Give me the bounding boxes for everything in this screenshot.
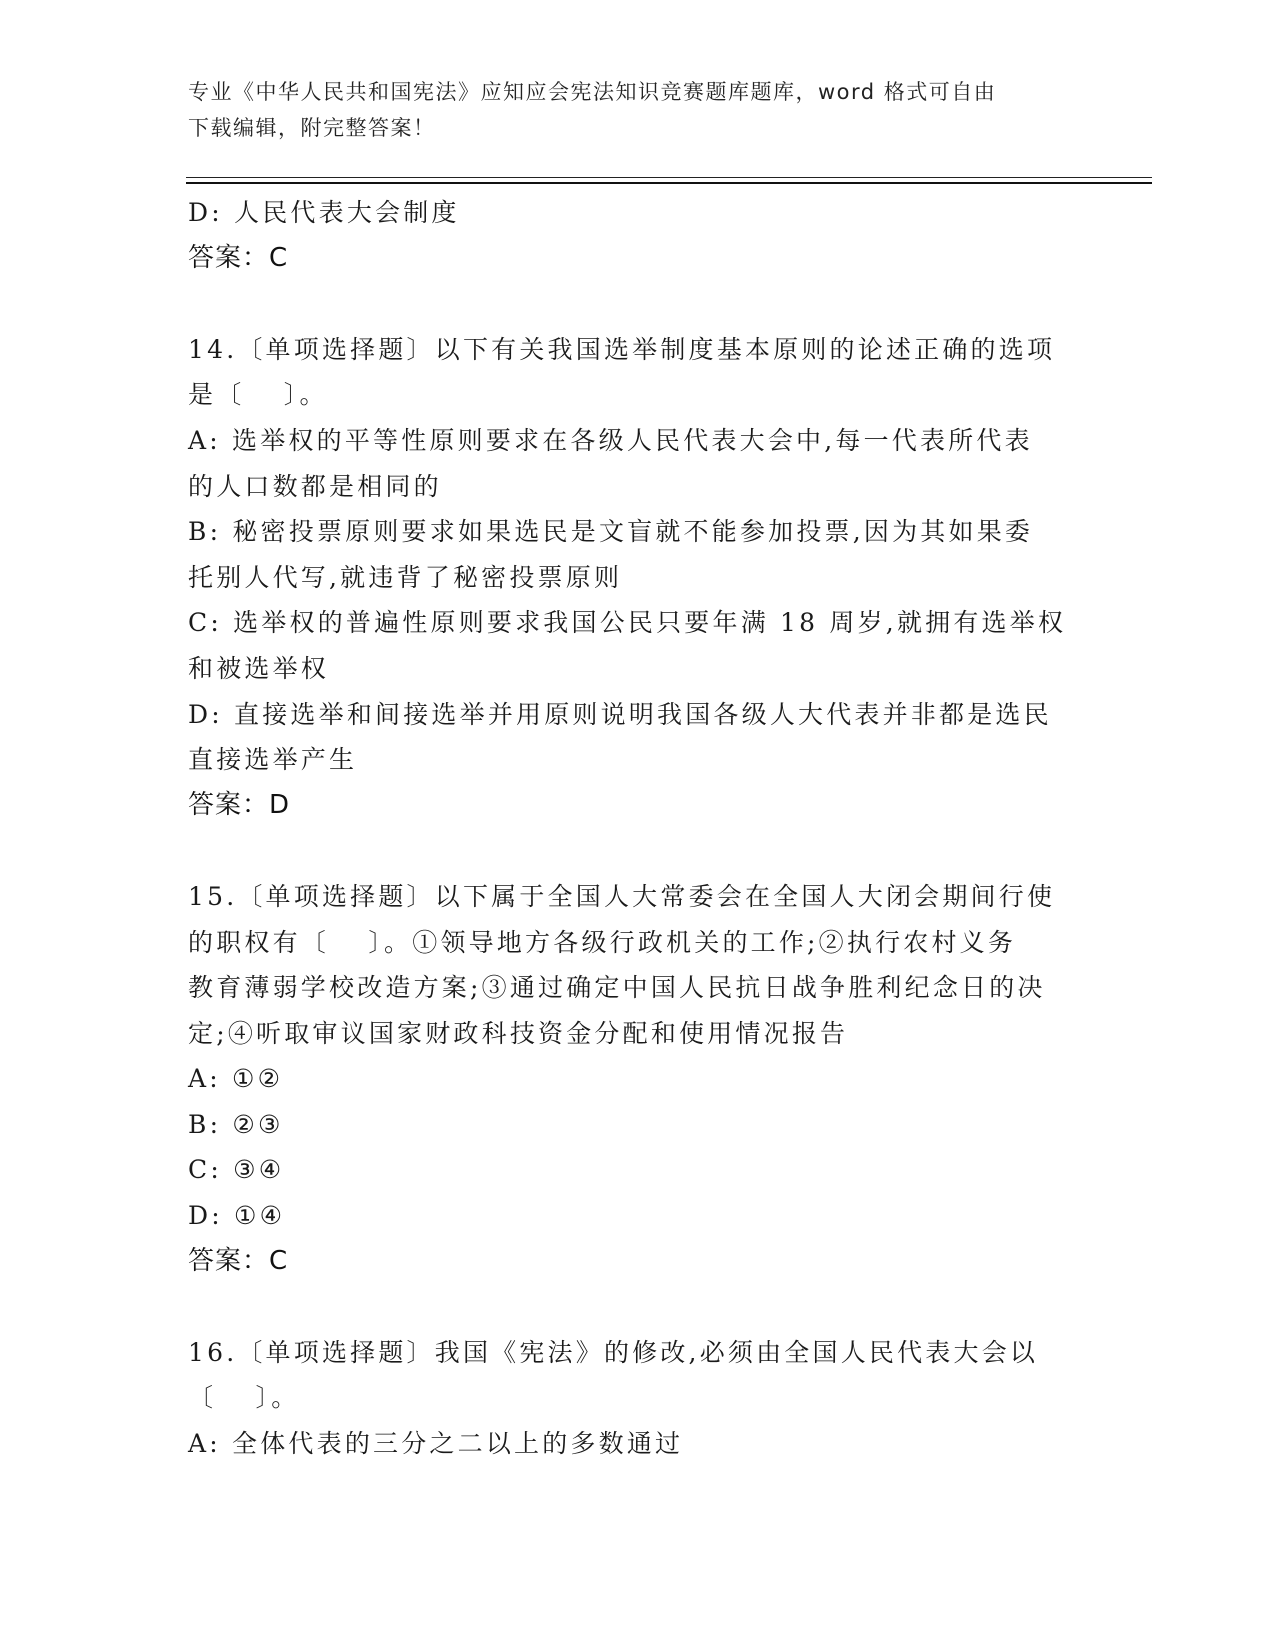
q14-option-d-line-1: D: 直接选举和间接选举并用原则说明我国各级人大代表并非都是选民 [188, 699, 1052, 729]
q15-stem-line-4: 定;④听取审议国家财政科技资金分配和使用情况报告 [188, 1018, 849, 1048]
q14-stem-line-1: 14.〔单项选择题〕以下有关我国选举制度基本原则的论述正确的选项 [188, 334, 1056, 364]
q14-option-a-line-1: A: 选举权的平等性原则要求在各级人民代表大会中,每一代表所代表 [188, 425, 1033, 455]
q16-stem-line-2: 〔 〕。 [188, 1383, 300, 1413]
q14-option-c-line-2: 和被选举权 [188, 653, 330, 683]
header-line-1: 专业《中华人民共和国宪法》应知应会宪法知识竞赛题库题库，word 格式可自由 [188, 80, 997, 104]
q14-option-b-line-2: 托别人代写,就违背了秘密投票原则 [188, 562, 623, 592]
q13-answer: 答案：C [188, 242, 289, 273]
header-rule-thin [186, 177, 1152, 178]
q15-stem-line-2: 的职权有〔 〕。①领导地方各级行政机关的工作;②执行农村义务 [188, 927, 1017, 957]
q16-option-a: A: 全体代表的三分之二以上的多数通过 [188, 1429, 684, 1459]
question-16 [188, 1330, 1088, 1467]
q15-option-d: D: ①④ [188, 1201, 286, 1231]
header-line-2: 下载编辑，附完整答案！ [188, 116, 436, 140]
spacer [188, 281, 1088, 327]
question-13-tail [188, 190, 1088, 281]
q15-option-b: B: ②③ [188, 1109, 284, 1139]
q14-option-a-line-2: 的人口数都是相同的 [188, 471, 442, 501]
q14-stem-line-2: 是〔 〕。 [188, 380, 328, 410]
q15-stem-line-1: 15.〔单项选择题〕以下属于全国人大常委会在全国人大闭会期间行使 [188, 881, 1056, 911]
q13-option-d: D: 人民代表大会制度 [188, 198, 460, 227]
q15-answer: 答案：C [188, 1245, 289, 1276]
header-rule-thick [186, 182, 1152, 184]
q14-option-c-line-1: C: 选举权的普遍性原则要求我国公民只要年满 18 周岁,就拥有选举权 [188, 608, 1067, 638]
question-15 [188, 874, 1088, 1284]
spacer [188, 828, 1088, 874]
q14-answer: 答案：D [188, 789, 291, 820]
question-14 [188, 327, 1088, 829]
q14-option-b-line-1: B: 秘密投票原则要求如果选民是文盲就不能参加投票,因为其如果委 [188, 517, 1034, 547]
document-header [188, 74, 1068, 146]
question-list [188, 190, 1088, 1467]
q16-stem-line-1: 16.〔单项选择题〕我国《宪法》的修改,必须由全国人民代表大会以 [188, 1337, 1039, 1367]
spacer [188, 1284, 1088, 1330]
q15-stem-line-3: 教育薄弱学校改造方案;③通过确定中国人民抗日战争胜利纪念日的决 [188, 973, 1046, 1003]
q15-option-c: C: ③④ [188, 1155, 285, 1185]
q14-option-d-line-2: 直接选举产生 [188, 745, 358, 775]
q15-option-a: A: ①② [188, 1064, 284, 1094]
